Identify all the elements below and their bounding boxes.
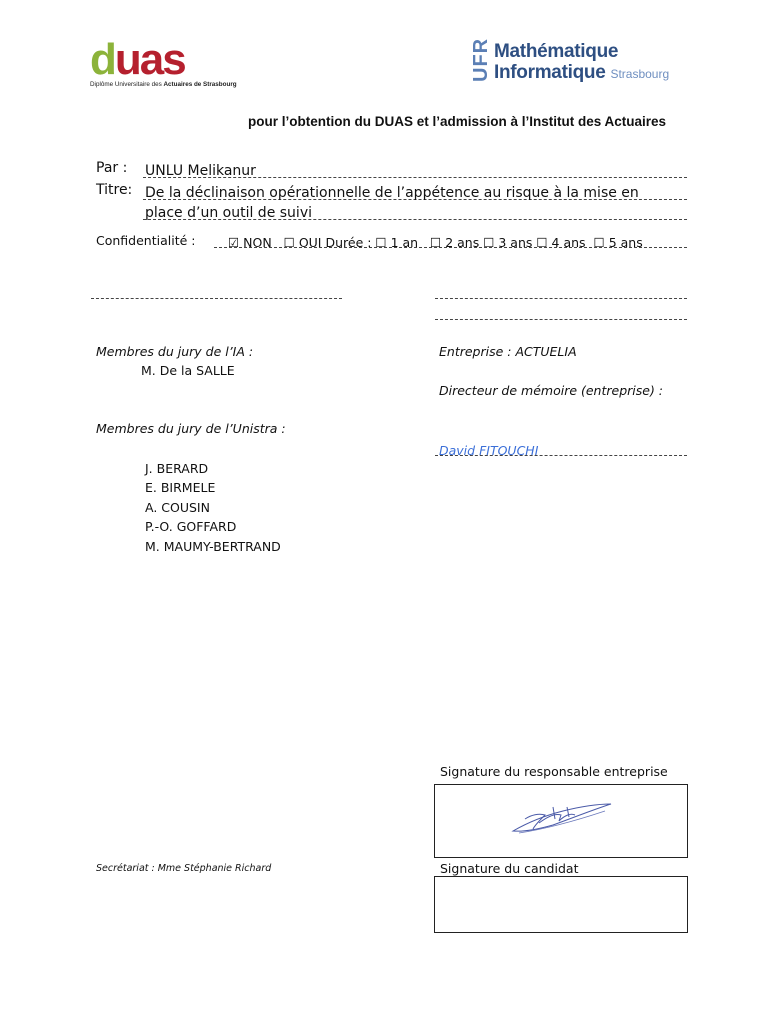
jury-unistra-member: M. MAUMY-BERTRAND: [145, 539, 281, 554]
jury-unistra-member: J. BERARD: [145, 461, 209, 476]
blank-line-right-2: [435, 309, 687, 320]
jury-unistra-member: E. BIRMELE: [145, 480, 216, 495]
confidentialite-line: [214, 232, 687, 248]
signature-candidat-box[interactable]: [434, 876, 688, 933]
titre-line2: [143, 202, 687, 220]
entreprise-label: Entreprise : ACTUELIA: [439, 344, 577, 359]
jury-unistra-member: P.-O. GOFFARD: [145, 519, 237, 534]
ufr-line2: Informatique Strasbourg: [494, 62, 670, 83]
directeur-name: David FITOUCHI: [439, 443, 539, 458]
blank-line-right-1: [435, 288, 687, 299]
confidentialite-label: Confidentialité :: [96, 233, 196, 248]
jury-ia-label: Membres du jury de l’IA :: [96, 344, 254, 359]
ufr-vertical-text: UFR: [470, 37, 492, 82]
signature-responsable-label: Signature du responsable entreprise: [440, 764, 668, 779]
jury-unistra-member: A. COUSIN: [145, 500, 210, 515]
titre-label: Titre:: [96, 182, 133, 198]
confidentialite-options: ☑ NON ☐ OUI Durée : ☐ 1 an ☐ 2 ans ☐ 3 ans ☐ 4 ans ☐ 5 ans: [228, 235, 643, 250]
signature-responsable-box[interactable]: [434, 784, 688, 858]
duas-wordmark: duas: [90, 35, 185, 84]
par-value: UNLU Melikanur: [145, 163, 256, 179]
secretariat-note: Secrétariat : Mme Stéphanie Richard: [96, 863, 272, 874]
page-heading: pour l’obtention du DUAS et l’admission à l’Institut des Actuaires: [248, 114, 667, 129]
directeur-label: Directeur de mémoire (entreprise) :: [439, 383, 664, 398]
par-label: Par :: [96, 160, 128, 176]
duas-tagline: Diplôme Universitaire des Actuaires de Strasbourg: [90, 81, 237, 88]
titre-value-line1: De la déclinaison opérationnelle de l’appétence au risque à la mise en: [145, 185, 639, 201]
signature-candidat-label: Signature du candidat: [440, 861, 579, 876]
signature-scribble-icon: [435, 785, 687, 857]
ufr-logo: [470, 37, 680, 85]
blank-line-left: [91, 288, 342, 299]
duas-logo: [90, 35, 250, 92]
directeur-line: [435, 440, 687, 456]
titre-line1: [143, 182, 687, 200]
ufr-line1: Mathématique: [494, 41, 619, 62]
jury-unistra-label: Membres du jury de l’Unistra :: [96, 421, 286, 436]
titre-value-line2: place d’un outil de suivi: [145, 205, 312, 221]
jury-ia-member: M. De la SALLE: [141, 363, 235, 378]
par-line: [143, 160, 687, 178]
